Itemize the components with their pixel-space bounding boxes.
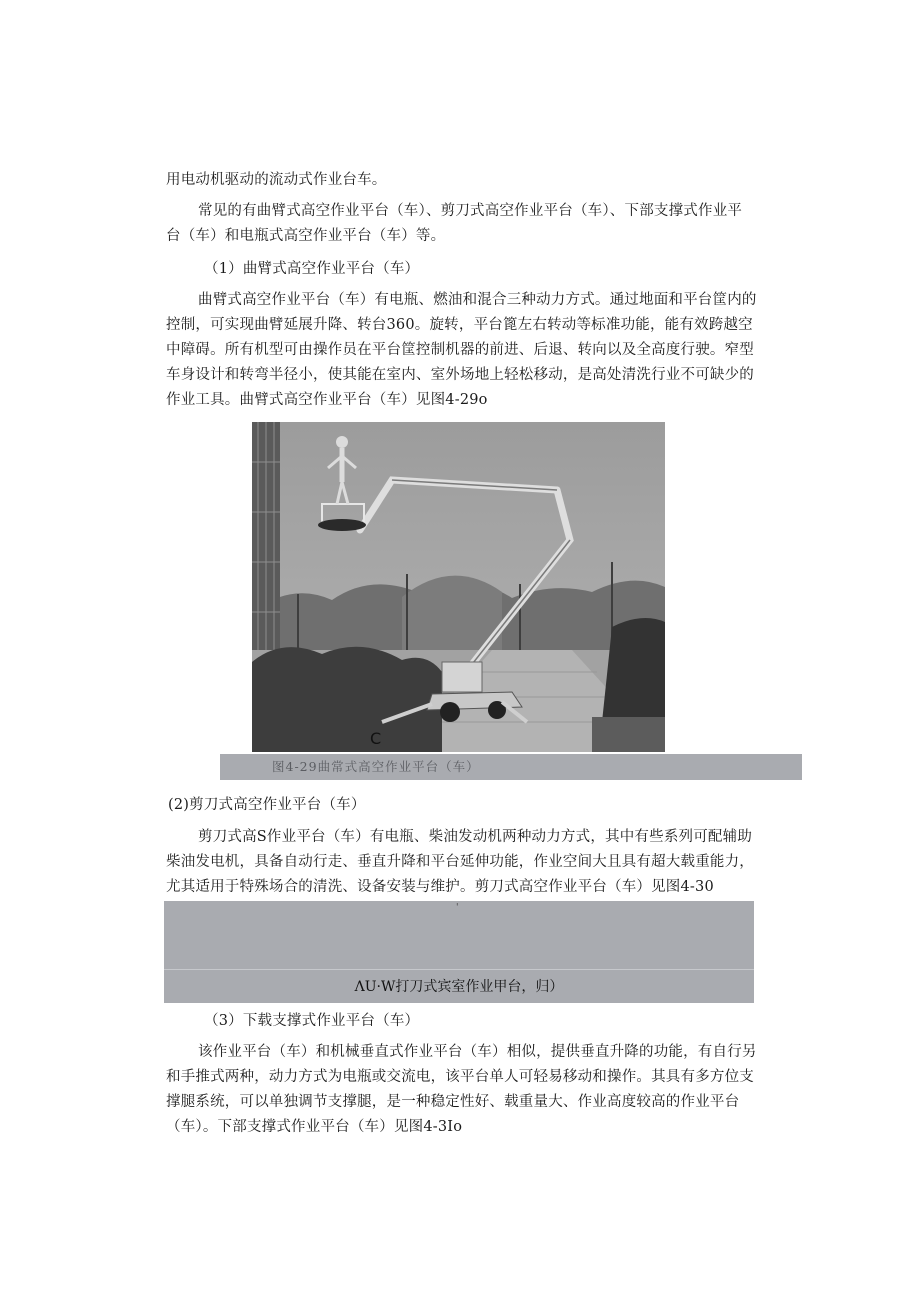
scan-mark: ' bbox=[456, 903, 459, 913]
paragraph-line: 常见的有曲臂式高空作业平台（车）、剪刀式高空作业平台（车）、下部支撑式作业平 bbox=[198, 203, 743, 219]
figure-caption: ΛU·W打刀式宾室作业甲台，归） bbox=[354, 979, 564, 995]
figure-caption-bar bbox=[220, 754, 802, 780]
paragraph-line: 用电动机驱动的流动式作业台车。 bbox=[166, 172, 387, 188]
paragraph-line: 剪刀式高S作业平台（车）有电瓶、柴油发动机两种动力方式，其中有些系列可配辅助 bbox=[198, 829, 753, 845]
paragraph-line: 作业工具。曲臂式高空作业平台（车）见图4-29o bbox=[166, 392, 488, 408]
svg-text:C: C bbox=[370, 729, 382, 748]
paragraph-line: 中障碍。所有机型可由操作员在平台筐控制机器的前进、后退、转向以及全高度行驶。窄型 bbox=[166, 342, 754, 358]
paragraph-line: 撑腿系统，可以单独调节支撑腿，是一种稳定性好、载重量大、作业高度较高的作业平台 bbox=[166, 1094, 740, 1110]
paragraph-line: 台（车）和电瓶式高空作业平台（车）等。 bbox=[166, 228, 446, 244]
paragraph-line: 尤其适用于特殊场合的清洗、设备安装与维护。剪刀式高空作业平台（车）见图4-30 bbox=[166, 879, 714, 895]
paragraph-line: 控制，可实现曲臂延展升降、转台360。旋转，平台篦左右转动等标准功能，能有效跨越空 bbox=[166, 317, 753, 333]
section-heading-1: （1）曲臂式高空作业平台（车） bbox=[204, 261, 420, 277]
paragraph-line: （车）。下部支撑式作业平台（车）见图4-3Io bbox=[166, 1119, 463, 1135]
paragraph-line: 和手推式两种，动力方式为电瓶或交流电，该平台单人可轻易移动和操作。其具有多方位支 bbox=[166, 1069, 754, 1085]
paragraph-line: 该作业平台（车）和机械垂直式作业平台（车）相似，提供垂直升降的功能，有自行另 bbox=[198, 1044, 757, 1060]
section-heading-2: (2)剪刀式高空作业平台（车） bbox=[168, 797, 366, 813]
figure-caption: 图4-29曲常式高空作业平台（车） bbox=[272, 759, 480, 774]
section-heading-3: （3）下载支撑式作业平台（车） bbox=[204, 1013, 420, 1029]
paragraph-line: 曲臂式高空作业平台（车）有电瓶、燃油和混合三种动力方式。通过地面和平台筐内的 bbox=[198, 292, 757, 308]
boom-lift-photo bbox=[252, 422, 665, 752]
paragraph-line: 柴油发电机，具备自动行走、垂直升降和平台延伸功能，作业空间大且具有超大载重能力， bbox=[166, 854, 754, 870]
divider bbox=[164, 969, 754, 970]
paragraph-line: 车身设计和转弯半径小，使其能在室内、室外场地上轻松移动，是高处清洗行业不可缺少的 bbox=[166, 367, 754, 383]
figure-placeholder bbox=[164, 901, 754, 1003]
